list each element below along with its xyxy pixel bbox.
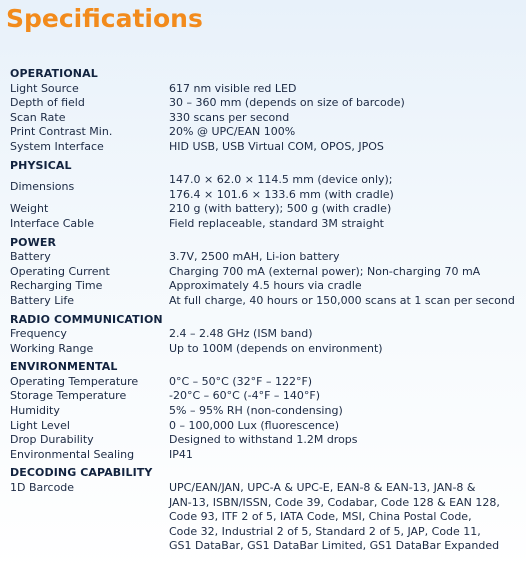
spec-value-line: HID USB, USB Virtual COM, OPOS, JPOS xyxy=(169,139,384,153)
spec-value-line: Up to 100M (depends on environment) xyxy=(169,341,383,355)
spec-value-line: Field replaceable, standard 3M straight xyxy=(169,216,384,230)
spec-value xyxy=(169,202,522,217)
spec-value xyxy=(169,419,522,434)
spec-value-line: 20% @ UPC/EAN 100% xyxy=(169,125,296,139)
spec-value-line: Code 32, Industrial 2 of 5, Standard 2 of 5, JAP, Code 11, xyxy=(169,524,481,538)
page-title: Specifications xyxy=(6,4,203,33)
spec-row xyxy=(10,481,522,554)
spec-label: System Interface xyxy=(10,139,104,153)
spec-section-physical xyxy=(10,159,522,232)
spec-label: Interface Cable xyxy=(10,216,94,230)
spec-value-line: At full charge, 40 hours or 150,000 scans at 1 scan per second xyxy=(169,293,515,307)
spec-label: Storage Temperature xyxy=(10,389,127,403)
spec-value-line: Code 93, ITF 2 of 5, IATA Code, MSI, China Postal Code, xyxy=(169,510,472,524)
spec-row xyxy=(10,342,522,357)
spec-label: Operating Current xyxy=(10,264,110,278)
spec-label: Environmental Sealing xyxy=(10,447,135,461)
spec-value-line: Approximately 4.5 hours via cradle xyxy=(169,279,362,293)
spec-value xyxy=(169,173,522,202)
spec-row xyxy=(10,82,522,97)
spec-label: Battery Life xyxy=(10,293,75,307)
spec-value-line: 0°C – 50°C (32°F – 122°F) xyxy=(169,374,313,388)
spec-row xyxy=(10,404,522,419)
spec-section-radio-communication xyxy=(10,313,522,357)
spec-row xyxy=(10,173,522,202)
spec-row xyxy=(10,140,522,155)
spec-label: Dimensions xyxy=(10,180,75,194)
spec-row xyxy=(10,375,522,390)
spec-value-line: Designed to withstand 1.2M drops xyxy=(169,433,358,447)
spec-value xyxy=(169,404,522,419)
spec-value xyxy=(169,481,522,554)
spec-label: Recharging Time xyxy=(10,279,103,293)
spec-row xyxy=(10,279,522,294)
spec-row xyxy=(10,389,522,404)
spec-value xyxy=(169,433,522,448)
spec-value xyxy=(169,342,522,357)
spec-value-line: 0 – 100,000 Lux (fluorescence) xyxy=(169,418,339,432)
spec-row xyxy=(10,111,522,126)
spec-value-line: UPC/EAN/JAN, UPC-A & UPC-E, EAN-8 & EAN-13, JAN-8 & xyxy=(169,481,476,495)
spec-value-line: 147.0 × 62.0 × 114.5 mm (device only); xyxy=(169,173,393,187)
spec-row xyxy=(10,217,522,232)
spec-value xyxy=(169,96,522,111)
spec-value xyxy=(169,294,522,309)
section-heading: ENVIRONMENTAL xyxy=(10,360,118,374)
spec-table xyxy=(10,67,522,554)
spec-value xyxy=(169,111,522,126)
section-heading: OPERATIONAL xyxy=(10,67,98,80)
spec-label: Scan Rate xyxy=(10,110,66,124)
spec-row xyxy=(10,294,522,309)
spec-row xyxy=(10,419,522,434)
spec-label: Battery xyxy=(10,250,51,264)
spec-value xyxy=(169,327,522,342)
spec-label: Depth of field xyxy=(10,96,85,110)
spec-row xyxy=(10,96,522,111)
spec-label: Weight xyxy=(10,202,49,216)
spec-value-line: 176.4 × 101.6 × 133.6 mm (with cradle) xyxy=(169,187,394,201)
spec-section-power xyxy=(10,236,522,309)
spec-label: Drop Durability xyxy=(10,433,94,447)
spec-label: 1D Barcode xyxy=(10,481,75,495)
spec-row xyxy=(10,202,522,217)
spec-value-line: 210 g (with battery); 500 g (with cradle) xyxy=(169,202,392,216)
spec-value xyxy=(169,82,522,97)
spec-label: Humidity xyxy=(10,404,60,418)
spec-value-line: 5% – 95% RH (non-condensing) xyxy=(169,404,343,418)
spec-value xyxy=(169,389,522,404)
spec-value xyxy=(169,140,522,155)
spec-label: Light Level xyxy=(10,418,70,432)
spec-section-environmental xyxy=(10,360,522,462)
spec-row xyxy=(10,433,522,448)
spec-value-line: GS1 DataBar, GS1 DataBar Limited, GS1 DataBar Expanded xyxy=(169,539,500,553)
spec-value xyxy=(169,448,522,463)
spec-value xyxy=(169,375,522,390)
spec-value xyxy=(169,250,522,265)
spec-row xyxy=(10,265,522,280)
spec-row xyxy=(10,448,522,463)
spec-value-line: Charging 700 mA (external power); Non-charging 70 mA xyxy=(169,264,481,278)
spec-value xyxy=(169,217,522,232)
section-heading: PHYSICAL xyxy=(10,158,72,172)
section-heading: RADIO COMMUNICATION xyxy=(10,312,163,326)
spec-value-line: 2.4 – 2.48 GHz (ISM band) xyxy=(169,327,313,341)
spec-value xyxy=(169,265,522,280)
spec-section-operational xyxy=(10,67,522,155)
spec-value-line: 30 – 360 mm (depends on size of barcode) xyxy=(169,96,405,110)
spec-value-line: JAN-13, ISBN/ISSN, Code 39, Codabar, Code 128 & EAN 128, xyxy=(169,495,500,509)
spec-label: Operating Temperature xyxy=(10,374,139,388)
spec-row xyxy=(10,125,522,140)
spec-value-line: 3.7V, 2500 mAH, Li-ion battery xyxy=(169,250,340,264)
section-heading: POWER xyxy=(10,235,57,249)
spec-row xyxy=(10,250,522,265)
spec-value-line: 330 scans per second xyxy=(169,110,290,124)
spec-label: Working Range xyxy=(10,341,94,355)
spec-value xyxy=(169,125,522,140)
spec-section-decoding-capability xyxy=(10,466,522,554)
spec-value-line: -20°C – 60°C (-4°F – 140°F) xyxy=(169,389,321,403)
spec-label: Frequency xyxy=(10,327,67,341)
spec-value xyxy=(169,279,522,294)
spec-label: Print Contrast Min. xyxy=(10,125,113,139)
section-heading: DECODING CAPABILITY xyxy=(10,466,153,480)
spec-label: Light Source xyxy=(10,81,79,95)
spec-value-line: 617 nm visible red LED xyxy=(169,81,297,95)
spec-value-line: IP41 xyxy=(169,447,193,461)
spec-row xyxy=(10,327,522,342)
